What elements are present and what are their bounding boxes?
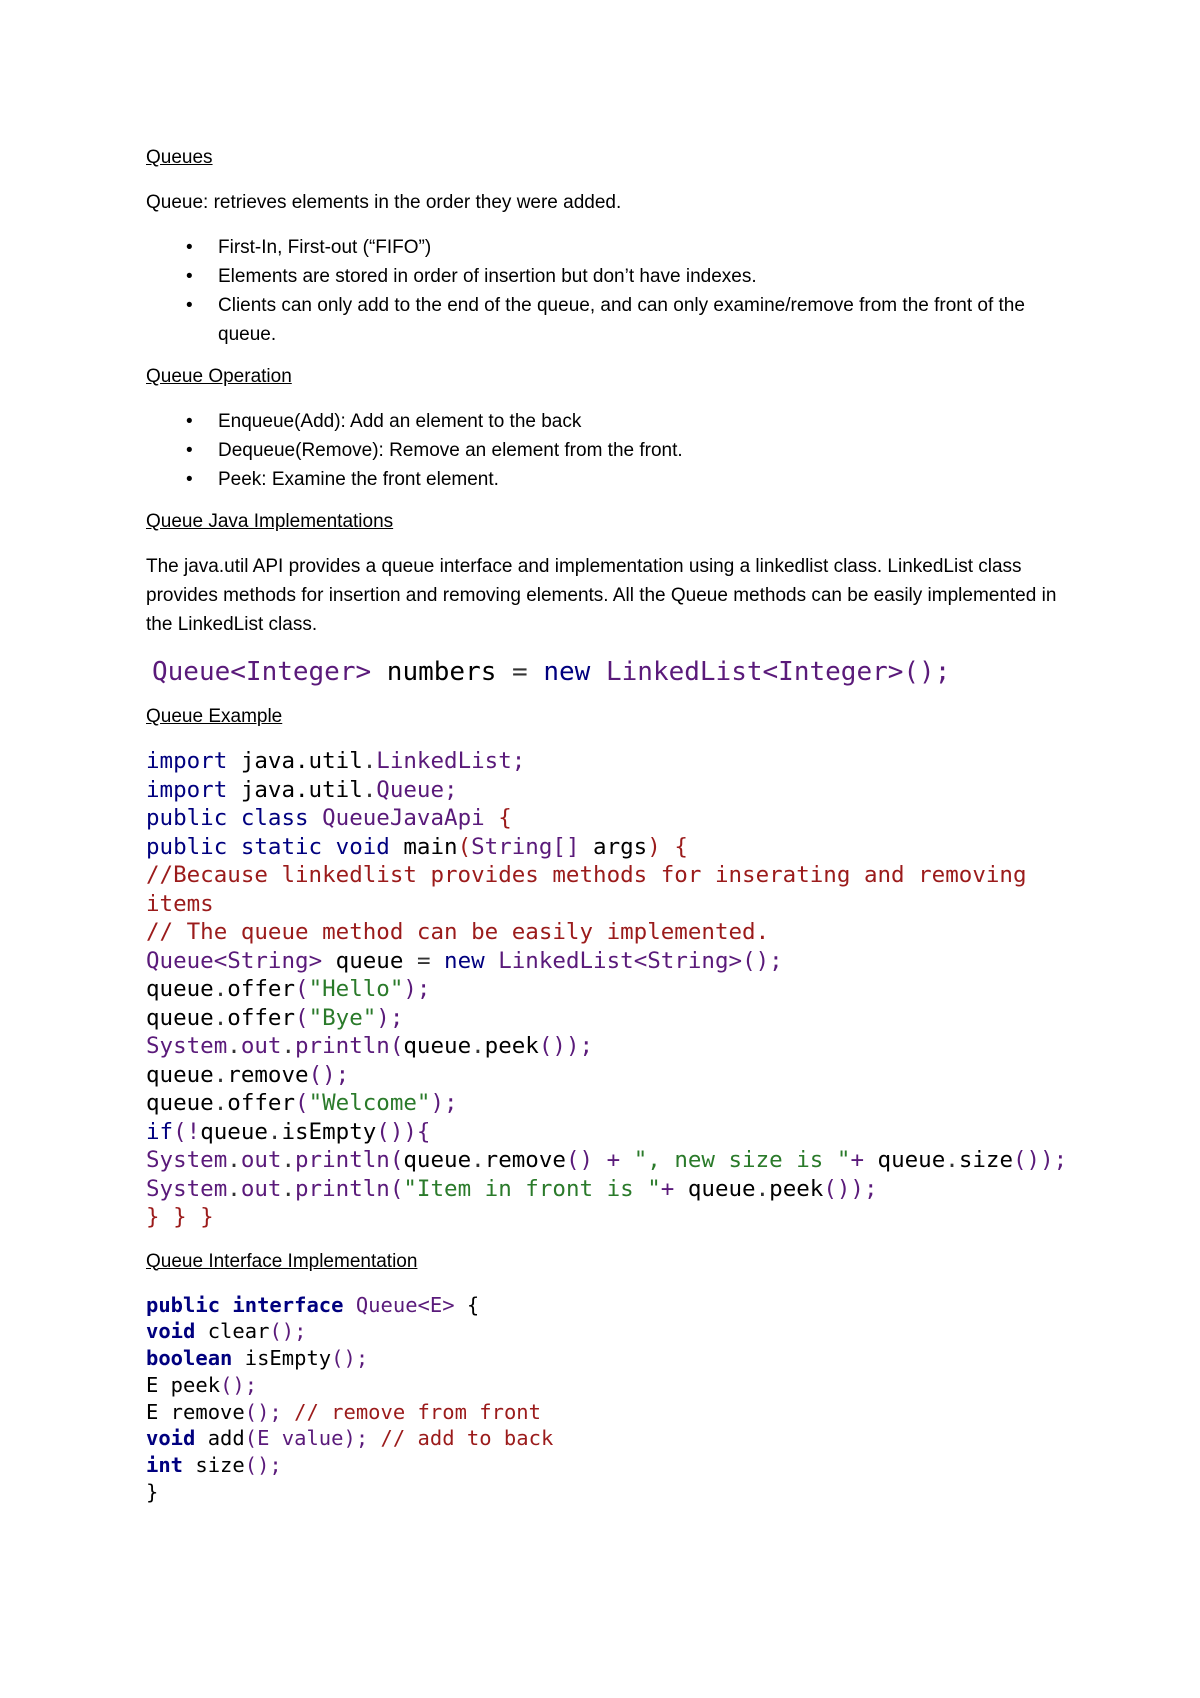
code-line: queue.offer("Welcome");	[146, 1090, 458, 1116]
list-item: • Peek: Examine the front element.	[186, 469, 499, 490]
code-line: queue.offer("Hello");	[146, 976, 431, 1002]
heading-interface-implementation: Queue Interface Implementation	[146, 1250, 418, 1272]
code-line: } } }	[146, 1204, 214, 1230]
queue-example-code	[146, 747, 1076, 1232]
list-item: • Enqueue(Add): Add an element to the back	[186, 411, 582, 432]
list-item: • Dequeue(Remove): Remove an element from the front.	[186, 440, 683, 461]
queue-intro: Queue: retrieves elements in the order they were added.	[146, 192, 622, 213]
code-line: queue.remove();	[146, 1061, 350, 1088]
queue-declaration-code: Queue<Integer> numbers = new LinkedList<Integer>();	[152, 657, 951, 687]
heading-queues: Queues	[146, 147, 213, 168]
code-line: System.out.println(queue.peek());	[146, 1033, 594, 1059]
code-line: Queue<String> queue = new LinkedList<String>();	[146, 947, 783, 974]
operation-bullets	[146, 407, 1076, 494]
list-item: • Clients can only add to the end of the queue, and can only examine/remove from the front of the queue.	[186, 295, 1025, 345]
implementation-paragraph: The java.util API provides a queue interface and implementation using a linkedlist class. LinkedList class provides methods for insertion and removing elements. All the Queue methods can be easily implemented in the LinkedList class.	[146, 556, 1057, 635]
heading-java-implementations: Queue Java Implementations	[146, 511, 394, 532]
code-comment: //Because linkedlist provides methods for inserating and removing items	[146, 862, 1041, 917]
code-line: import java.util.LinkedList;	[146, 748, 526, 774]
code-line: public interface Queue<E> {	[146, 1292, 480, 1317]
code-line: void clear();	[146, 1319, 307, 1344]
code-line: boolean isEmpty();	[146, 1346, 369, 1371]
code-line: E remove(); // remove from front	[146, 1399, 541, 1424]
queue-interface-code	[146, 1292, 1076, 1506]
heading-queue-operation: Queue Operation	[146, 366, 292, 387]
code-line: queue.offer("Bye");	[146, 1004, 404, 1031]
code-line: int size();	[146, 1453, 282, 1478]
code-line: System.out.println("Item in front is "+ queue.peek());	[146, 1175, 878, 1202]
heading-queue-example: Queue Example	[146, 706, 283, 727]
code-line: if(!queue.isEmpty()){	[146, 1118, 431, 1145]
list-item: • Elements are stored in order of insertion but don’t have indexes.	[186, 266, 757, 287]
code-line: public static void main(String[] args) {	[146, 833, 688, 860]
code-comment: // The queue method can be easily implemented.	[146, 919, 770, 945]
list-item: • First-In, First-out (“FIFO”)	[186, 237, 432, 258]
code-line: System.out.println(queue.remove() + ", new size is "+ queue.size());	[146, 1147, 1068, 1173]
code-line: E peek();	[146, 1372, 258, 1397]
code-line: public class QueueJavaApi {	[146, 805, 512, 831]
document-page	[146, 146, 1076, 1506]
queue-bullets	[146, 233, 1076, 349]
code-line: void add(E value); // add to back	[146, 1426, 554, 1451]
code-line: }	[146, 1480, 159, 1505]
code-line: import java.util.Queue;	[146, 776, 458, 803]
